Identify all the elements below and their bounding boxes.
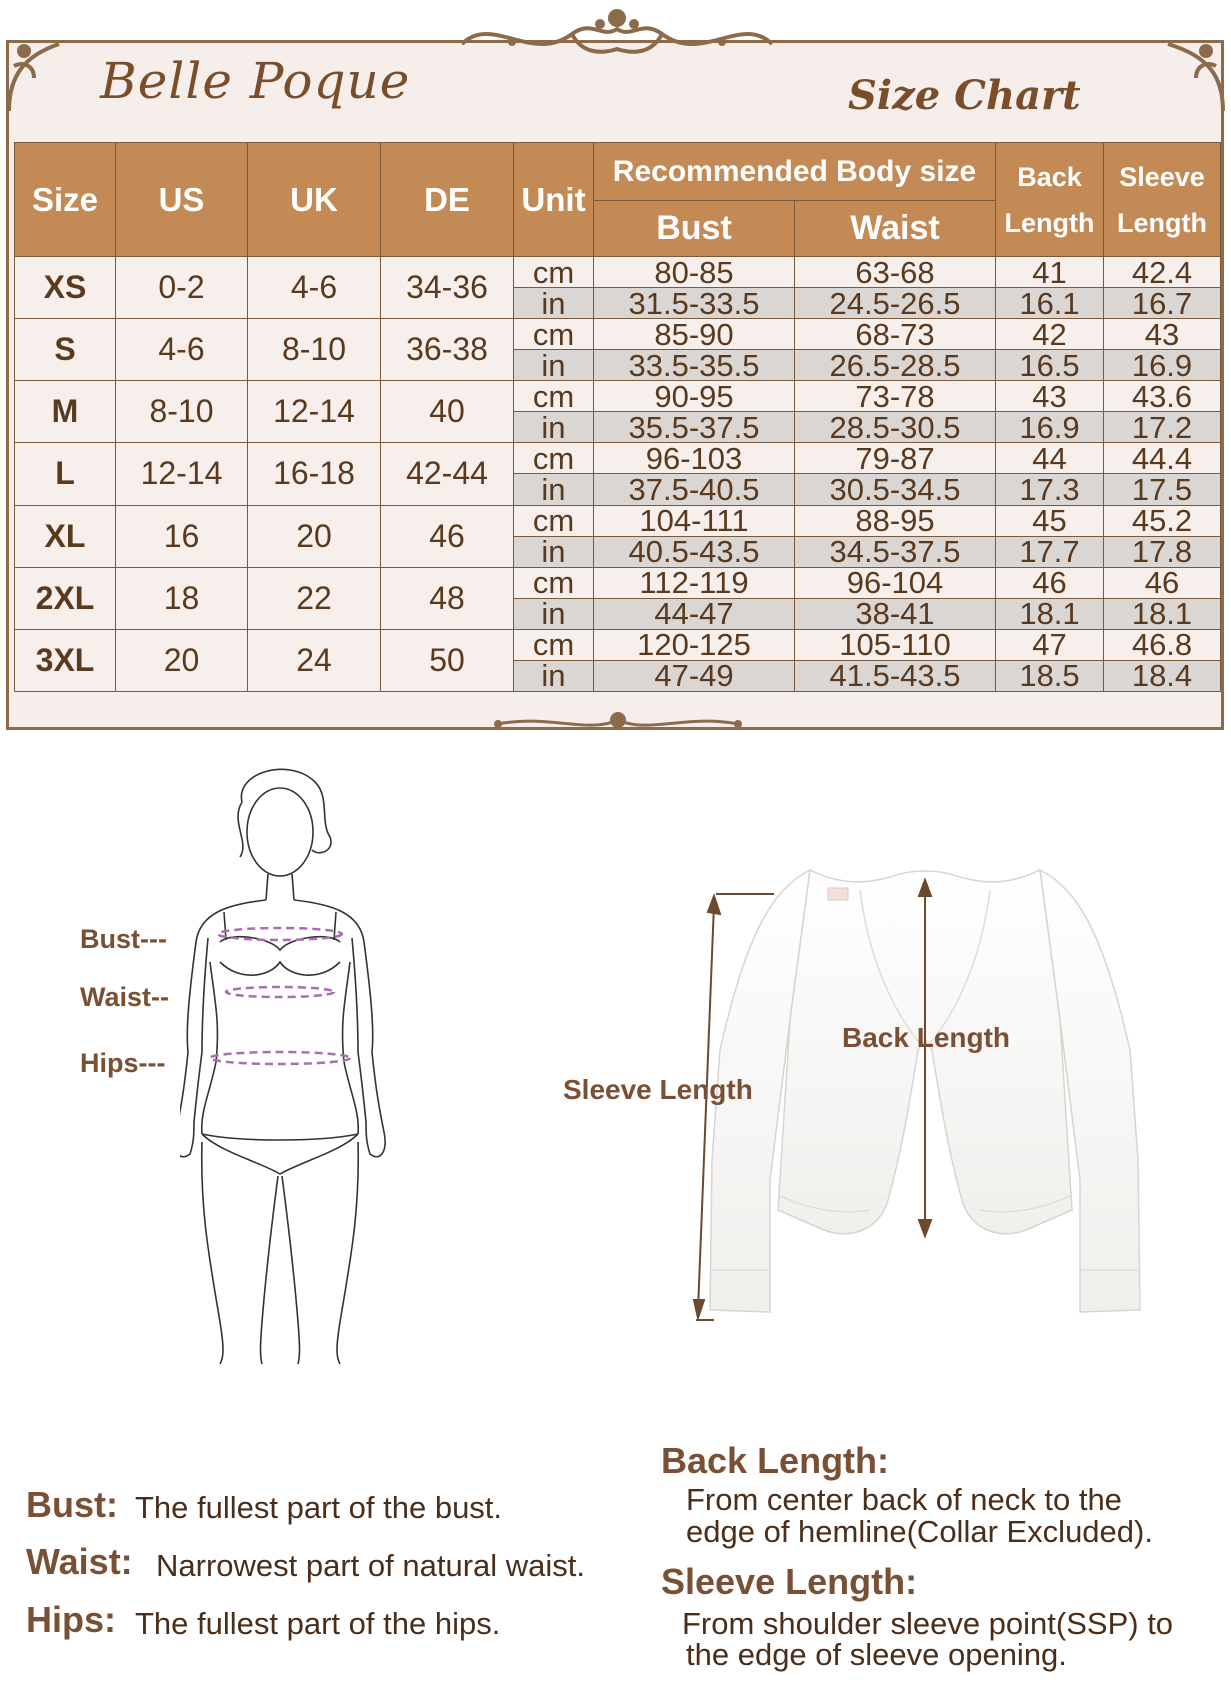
hips-definition-text: The fullest part of the hips. (135, 1606, 501, 1641)
figure-bust-label: Bust--- (80, 924, 167, 954)
header-de: DE (381, 143, 514, 257)
waist-cell: 30.5-34.5 (795, 474, 996, 505)
us-size-cell: 16 (116, 505, 248, 567)
header-sleeve-length: Sleeve Length (1104, 143, 1221, 257)
header-unit: Unit (514, 143, 594, 257)
sleeve-length-cell: 45.2 (1104, 505, 1221, 536)
figure-hips-label: Hips--- (80, 1048, 166, 1078)
corner-right-ornament (1158, 36, 1228, 116)
back-length-cell: 17.3 (996, 474, 1104, 505)
back-length-cell: 42 (996, 319, 1104, 350)
bust-cell: 35.5-37.5 (594, 412, 795, 443)
unit-cell: cm (514, 443, 594, 474)
bust-cell: 120-125 (594, 629, 795, 660)
table-row-cm (15, 257, 1221, 288)
sleeve-length-cell: 44.4 (1104, 443, 1221, 474)
size-cell: XS (15, 257, 116, 319)
unit-cell: cm (514, 567, 594, 598)
de-size-cell: 46 (381, 505, 514, 567)
sleeve-length-cell: 16.7 (1104, 288, 1221, 319)
sleeve-length-cell: 46.8 (1104, 629, 1221, 660)
waist-cell: 41.5-43.5 (795, 660, 996, 691)
us-size-cell: 0-2 (116, 257, 248, 319)
us-size-cell: 18 (116, 567, 248, 629)
sleeve-length-cell: 16.9 (1104, 350, 1221, 381)
waist-cell: 28.5-30.5 (795, 412, 996, 443)
header-recommended-body-size: Recommended Body size (594, 143, 996, 201)
sleeve-length-cell: 17.5 (1104, 474, 1221, 505)
bottom-flourish-ornament (488, 706, 748, 742)
size-cell: XL (15, 505, 116, 567)
us-size-cell: 8-10 (116, 381, 248, 443)
sleeve-length-cell: 17.2 (1104, 412, 1221, 443)
uk-size-cell: 4-6 (248, 257, 381, 319)
bust-cell: 96-103 (594, 443, 795, 474)
sleeve-length-definition-line-2: the edge of sleeve opening. (686, 1637, 1067, 1672)
sleeve-length-cell: 18.4 (1104, 660, 1221, 691)
uk-size-cell: 16-18 (248, 443, 381, 505)
bust-definition-term: Bust: (26, 1484, 118, 1525)
back-length-arrow (910, 878, 940, 1238)
unit-cell: cm (514, 319, 594, 350)
hips-definition-term: Hips: (26, 1599, 116, 1640)
uk-size-cell: 22 (248, 567, 381, 629)
unit-cell: in (514, 474, 594, 505)
waist-definition-text: Narrowest part of natural waist. (156, 1548, 586, 1583)
bust-cell: 112-119 (594, 567, 795, 598)
waist-cell: 24.5-26.5 (795, 288, 996, 319)
size-cell: 2XL (15, 567, 116, 629)
back-length-cell: 44 (996, 443, 1104, 474)
header-back-length: Back Length (996, 143, 1104, 257)
uk-size-cell: 12-14 (248, 381, 381, 443)
sleeve-length-cell: 43 (1104, 319, 1221, 350)
unit-cell: in (514, 660, 594, 691)
de-size-cell: 42-44 (381, 443, 514, 505)
bust-cell: 85-90 (594, 319, 795, 350)
size-chart-table (14, 142, 1221, 692)
table-row-cm (15, 567, 1221, 598)
header-size: Size (15, 143, 116, 257)
us-size-cell: 12-14 (116, 443, 248, 505)
uk-size-cell: 20 (248, 505, 381, 567)
waist-cell: 73-78 (795, 381, 996, 412)
header-uk: UK (248, 143, 381, 257)
unit-cell: cm (514, 257, 594, 288)
header-bust: Bust (594, 201, 795, 257)
back-length-definition-line-1: From center back of neck to the (686, 1482, 1122, 1517)
de-size-cell: 36-38 (381, 319, 514, 381)
size-cell: 3XL (15, 629, 116, 691)
bust-cell: 80-85 (594, 257, 795, 288)
waist-cell: 26.5-28.5 (795, 350, 996, 381)
waist-cell: 38-41 (795, 598, 996, 629)
bust-cell: 37.5-40.5 (594, 474, 795, 505)
bust-cell: 47-49 (594, 660, 795, 691)
de-size-cell: 50 (381, 629, 514, 691)
size-cell: L (15, 443, 116, 505)
table-row-cm (15, 381, 1221, 412)
back-length-definition-term: Back Length: (661, 1440, 890, 1481)
top-flourish-ornament (452, 4, 782, 64)
us-size-cell: 20 (116, 629, 248, 691)
back-length-cell: 18.5 (996, 660, 1104, 691)
bust-definition-text: The fullest part of the bust. (135, 1490, 503, 1525)
figure-back-length-label: Back Length (842, 1022, 1011, 1053)
figure-sleeve-length-label: Sleeve Length (563, 1074, 753, 1105)
bust-cell: 33.5-35.5 (594, 350, 795, 381)
back-length-cell: 18.1 (996, 598, 1104, 629)
unit-cell: in (514, 350, 594, 381)
back-length-cell: 41 (996, 257, 1104, 288)
bust-cell: 31.5-33.5 (594, 288, 795, 319)
us-size-cell: 4-6 (116, 319, 248, 381)
sleeve-length-cell: 43.6 (1104, 381, 1221, 412)
waist-cell: 79-87 (795, 443, 996, 474)
back-length-cell: 17.7 (996, 536, 1104, 567)
table-row-cm (15, 629, 1221, 660)
table-row-cm (15, 443, 1221, 474)
sleeve-length-cell: 17.8 (1104, 536, 1221, 567)
corner-left-ornament (4, 36, 64, 116)
brand-logo-text: Belle Poque (100, 52, 411, 110)
bust-cell: 90-95 (594, 381, 795, 412)
header-waist: Waist (795, 201, 996, 257)
back-length-cell: 16.9 (996, 412, 1104, 443)
waist-definition-term: Waist: (26, 1541, 133, 1582)
sleeve-length-cell: 42.4 (1104, 257, 1221, 288)
table-row-cm (15, 319, 1221, 350)
de-size-cell: 48 (381, 567, 514, 629)
waist-cell: 96-104 (795, 567, 996, 598)
sleeve-length-cell: 46 (1104, 567, 1221, 598)
back-length-definition-line-2: edge of hemline(Collar Excluded). (686, 1514, 1153, 1549)
waist-cell: 88-95 (795, 505, 996, 536)
chart-title: Size Chart (848, 72, 1081, 119)
unit-cell: in (514, 412, 594, 443)
back-length-cell: 46 (996, 567, 1104, 598)
waist-cell: 63-68 (795, 257, 996, 288)
back-length-cell: 43 (996, 381, 1104, 412)
header-us: US (116, 143, 248, 257)
unit-cell: cm (514, 505, 594, 536)
bust-cell: 44-47 (594, 598, 795, 629)
bust-cell: 104-111 (594, 505, 795, 536)
back-length-cell: 45 (996, 505, 1104, 536)
unit-cell: in (514, 288, 594, 319)
waist-cell: 105-110 (795, 629, 996, 660)
unit-cell: in (514, 536, 594, 567)
waist-cell: 68-73 (795, 319, 996, 350)
uk-size-cell: 24 (248, 629, 381, 691)
sleeve-length-cell: 18.1 (1104, 598, 1221, 629)
size-cell: S (15, 319, 116, 381)
unit-cell: in (514, 598, 594, 629)
sleeve-length-arrow (690, 890, 780, 1330)
back-length-cell: 16.5 (996, 350, 1104, 381)
uk-size-cell: 8-10 (248, 319, 381, 381)
unit-cell: cm (514, 381, 594, 412)
bust-cell: 40.5-43.5 (594, 536, 795, 567)
sleeve-length-definition-line-1: From shoulder sleeve point(SSP) to (682, 1606, 1174, 1641)
figure-waist-label: Waist-- (80, 982, 169, 1012)
back-length-cell: 16.1 (996, 288, 1104, 319)
table-row-cm (15, 505, 1221, 536)
unit-cell: cm (514, 629, 594, 660)
body-measurement-figure (180, 762, 410, 1364)
waist-cell: 34.5-37.5 (795, 536, 996, 567)
size-cell: M (15, 381, 116, 443)
back-length-cell: 47 (996, 629, 1104, 660)
de-size-cell: 34-36 (381, 257, 514, 319)
de-size-cell: 40 (381, 381, 514, 443)
sleeve-length-definition-term: Sleeve Length: (661, 1561, 918, 1602)
